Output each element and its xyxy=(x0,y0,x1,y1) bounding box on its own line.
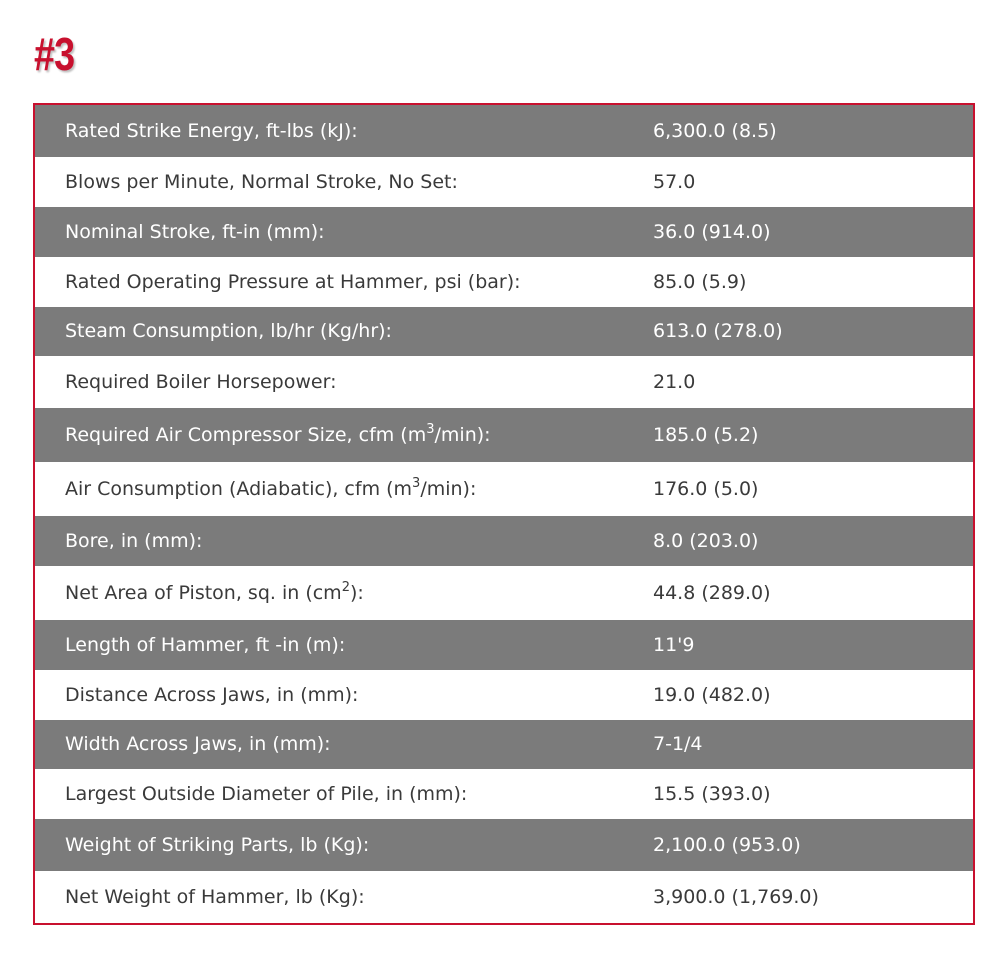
spec-label: Weight of Striking Parts, lb (Kg): xyxy=(65,834,370,857)
spec-value: 15.5 (393.0) xyxy=(653,783,771,806)
spec-label xyxy=(35,478,653,500)
table-row xyxy=(35,207,973,257)
spec-label: Net Weight of Hammer, lb (Kg): xyxy=(65,886,365,909)
spec-label: Required Boiler Horsepower: xyxy=(65,371,337,394)
spec-value: 3,900.0 (1,769.0) xyxy=(653,886,819,909)
spec-label: Largest Outside Diameter of Pile, in (mm): xyxy=(65,783,468,806)
spec-label: Bore, in (mm): xyxy=(65,529,203,552)
spec-value: 8.0 (203.0) xyxy=(653,529,759,552)
spec-value: 185.0 (5.2) xyxy=(653,424,759,447)
spec-value: 6,300.0 (8.5) xyxy=(653,119,777,142)
table-row xyxy=(35,566,973,620)
table-row xyxy=(35,670,973,720)
spec-label: Length of Hammer, ft -in (m): xyxy=(65,633,346,656)
table-row xyxy=(35,720,973,770)
spec-label: Rated Operating Pressure at Hammer, psi (bar): xyxy=(65,270,521,293)
superscript: 3 xyxy=(426,422,435,438)
spec-value: 36.0 (914.0) xyxy=(653,220,771,243)
table-row xyxy=(35,408,973,462)
spec-value: 19.0 (482.0) xyxy=(653,683,771,706)
spec-label: Steam Consumption, lb/hr (Kg/hr): xyxy=(65,320,392,343)
spec-label: Nominal Stroke, ft-in (mm): xyxy=(65,220,325,243)
specifications-table xyxy=(33,103,975,925)
spec-value: 7-1/4 xyxy=(653,733,703,756)
spec-label-text: Net Area of Piston, sq. in (cm xyxy=(65,581,342,604)
table-row xyxy=(35,257,973,307)
page-title: #3 xyxy=(34,28,75,80)
spec-value: 21.0 xyxy=(653,371,696,394)
superscript: 3 xyxy=(412,476,421,492)
spec-label xyxy=(35,579,653,604)
spec-label: Rated Strike Energy, ft-lbs (kJ): xyxy=(65,119,358,142)
spec-value: 176.0 (5.0) xyxy=(653,478,759,501)
superscript: 2 xyxy=(341,579,350,595)
spec-value: 85.0 (5.9) xyxy=(653,270,747,293)
spec-label-text-end: /min): xyxy=(420,478,477,501)
spec-value: 44.8 (289.0) xyxy=(653,581,771,604)
table-row xyxy=(35,516,973,566)
table-row xyxy=(35,462,973,516)
spec-label-text: Air Consumption (Adiabatic), cfm (m xyxy=(65,478,413,501)
spec-label xyxy=(35,424,653,446)
table-row xyxy=(35,871,973,923)
spec-label-text-end: ): xyxy=(349,581,364,604)
spec-value: 613.0 (278.0) xyxy=(653,320,783,343)
spec-label-text: Required Air Compressor Size, cfm (m xyxy=(65,424,427,447)
table-row xyxy=(35,105,973,157)
table-row xyxy=(35,819,973,871)
spec-value: 57.0 xyxy=(653,170,696,193)
spec-label: Width Across Jaws, in (mm): xyxy=(65,733,331,756)
table-row xyxy=(35,620,973,670)
spec-label: Distance Across Jaws, in (mm): xyxy=(65,683,359,706)
spec-value: 11'9 xyxy=(653,633,695,656)
spec-label: Blows per Minute, Normal Stroke, No Set: xyxy=(65,170,458,193)
table-row xyxy=(35,356,973,408)
spec-label-text-end: /min): xyxy=(434,424,491,447)
table-row xyxy=(35,307,973,357)
table-row xyxy=(35,157,973,207)
spec-value: 2,100.0 (953.0) xyxy=(653,834,801,857)
table-row xyxy=(35,769,973,819)
